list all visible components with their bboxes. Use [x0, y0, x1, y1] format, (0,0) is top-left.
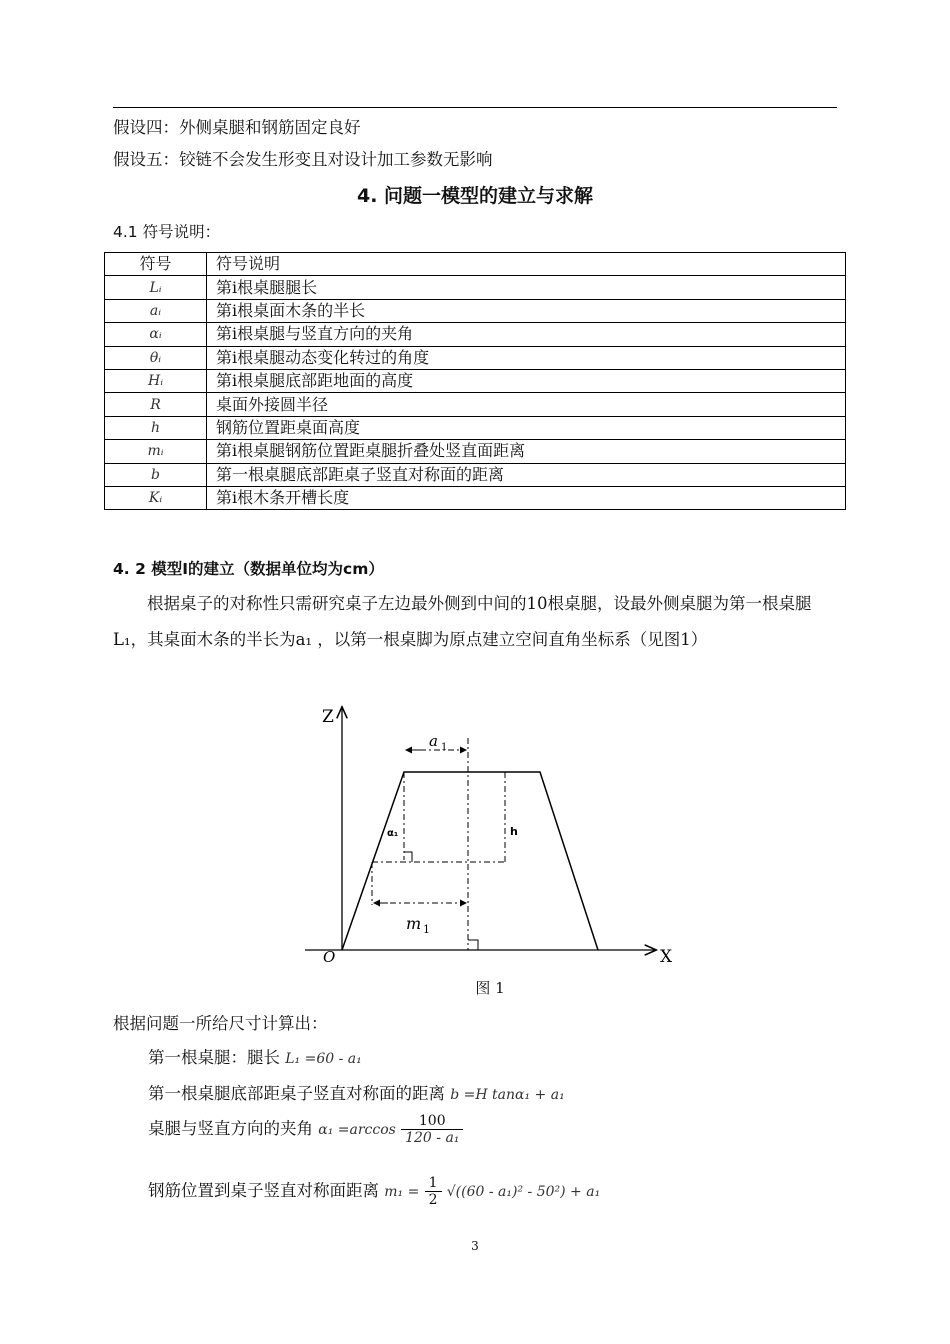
- calc-bottom-distance: [148, 1080, 565, 1104]
- calc-rebar-distance-rest: √((60 - a₁)² - 50²) + a₁: [446, 1184, 601, 1200]
- table-cell-symbol: θᵢ: [105, 346, 207, 369]
- calc-bottom-distance-formula: b =H tanα₁ + a₁: [450, 1087, 565, 1103]
- table-cell-desc: 第i根桌腿动态变化转过的角度: [207, 346, 846, 369]
- table-cell-desc: 第i根桌腿底部距地面的高度: [207, 369, 846, 392]
- page-number: 3: [471, 1239, 479, 1253]
- header-rule: [113, 107, 837, 108]
- table-row: [105, 369, 846, 392]
- calc-leg-length-formula: L₁ =60 - a₁: [285, 1051, 362, 1067]
- calc-leg-length-text: 第一根桌腿：腿长: [148, 1048, 280, 1067]
- symbol-table: [104, 252, 846, 510]
- calc-angle-fraction: [401, 1113, 463, 1146]
- calc-rebar-distance-lhs: m₁ =: [384, 1184, 420, 1200]
- calc-rebar-fraction: [425, 1175, 442, 1208]
- table-cell-desc: 第i根木条开槽长度: [207, 486, 846, 509]
- table-row: [105, 276, 846, 299]
- table-cell-symbol: h: [105, 416, 207, 439]
- h-label: h: [510, 825, 518, 838]
- m1-label: m: [406, 914, 422, 933]
- z-axis-label: Z: [322, 707, 334, 727]
- table-header-row: [105, 253, 846, 276]
- table-cell-symbol: Kᵢ: [105, 486, 207, 509]
- model-heading: 4. 2 模型Ⅰ的建立（数据单位均为cm）: [113, 560, 384, 578]
- table-cell-desc: 第i根桌腿与竖直方向的夹角: [207, 323, 846, 346]
- table-frame: [342, 772, 598, 950]
- a1-label: a: [429, 732, 438, 750]
- calc-angle-lhs: α₁ =arccos: [318, 1122, 396, 1138]
- right-angle-mark-top: [404, 852, 412, 862]
- table-row: [105, 393, 846, 416]
- calc-bottom-distance-text: 第一根桌腿底部距桌子竖直对称面的距离: [148, 1084, 445, 1103]
- table-row: [105, 323, 846, 346]
- model-paragraph: 根据桌子的对称性只需研究桌子左边最外侧到中间的10根桌腿，设最外侧桌腿为第一根桌腿L₁，其桌面木条的半长为a₁ ，以第一根桌脚为原点建立空间直角坐标系（见图1）: [113, 594, 812, 649]
- table-cell-symbol: mᵢ: [105, 440, 207, 463]
- table-row: [105, 463, 846, 486]
- table-row: [105, 486, 846, 509]
- table-cell-symbol: R: [105, 393, 207, 416]
- table-cell-desc: 第i根桌腿钢筋位置距桌腿折叠处竖直面距离: [207, 440, 846, 463]
- a1-subscript: 1: [441, 742, 448, 753]
- x-axis-label: X: [660, 947, 673, 967]
- table-row: [105, 299, 846, 322]
- calc-angle-numerator: 100: [401, 1113, 463, 1130]
- table-cell-symbol: Hᵢ: [105, 369, 207, 392]
- figure-1-diagram: [300, 700, 690, 975]
- table-cell-desc: 钢筋位置距桌面高度: [207, 416, 846, 439]
- calc-rebar-distance-text: 钢筋位置到桌子竖直对称面距离: [148, 1181, 379, 1200]
- table-header-symbol: 符号: [105, 253, 207, 276]
- calc-rebar-denominator: 2: [428, 1192, 438, 1208]
- table-header-desc: 符号说明: [207, 253, 846, 276]
- m1-subscript: 1: [423, 923, 430, 936]
- calc-angle: [148, 1113, 463, 1146]
- table-row: [105, 346, 846, 369]
- calc-rebar-numerator: 1: [425, 1175, 442, 1192]
- assumption-4: 假设四：外侧桌腿和钢筋固定良好: [113, 118, 361, 137]
- figure-caption: 图 1: [475, 979, 505, 997]
- right-angle-mark-bottom: [468, 940, 478, 950]
- symbol-heading: 4.1 符号说明：: [113, 223, 221, 241]
- origin-label: O: [323, 948, 336, 966]
- table-row: [105, 440, 846, 463]
- table-cell-desc: 第一根桌腿底部距桌子竖直对称面的距离: [207, 463, 846, 486]
- table-cell-symbol: Lᵢ: [105, 276, 207, 299]
- calc-angle-denominator: 120 - a₁: [405, 1130, 460, 1146]
- table-cell-symbol: aᵢ: [105, 299, 207, 322]
- calc-rebar-distance: [148, 1175, 600, 1208]
- section-title: 4. 问题一模型的建立与求解: [356, 185, 594, 207]
- alpha1-label: α₁: [387, 828, 399, 839]
- calc-angle-text: 桌腿与竖直方向的夹角: [148, 1119, 313, 1138]
- table-cell-desc: 第i根桌面木条的半长: [207, 299, 846, 322]
- table-cell-desc: 桌面外接圆半径: [207, 393, 846, 416]
- table-cell-symbol: αᵢ: [105, 323, 207, 346]
- calc-leg-length: [148, 1044, 362, 1068]
- table-cell-desc: 第i根桌腿腿长: [207, 276, 846, 299]
- table-row: [105, 416, 846, 439]
- table-cell-symbol: b: [105, 463, 207, 486]
- calc-intro: 根据问题一所给尺寸计算出：: [113, 1014, 328, 1033]
- assumption-5: 假设五：铰链不会发生形变且对设计加工参数无影响: [113, 150, 493, 169]
